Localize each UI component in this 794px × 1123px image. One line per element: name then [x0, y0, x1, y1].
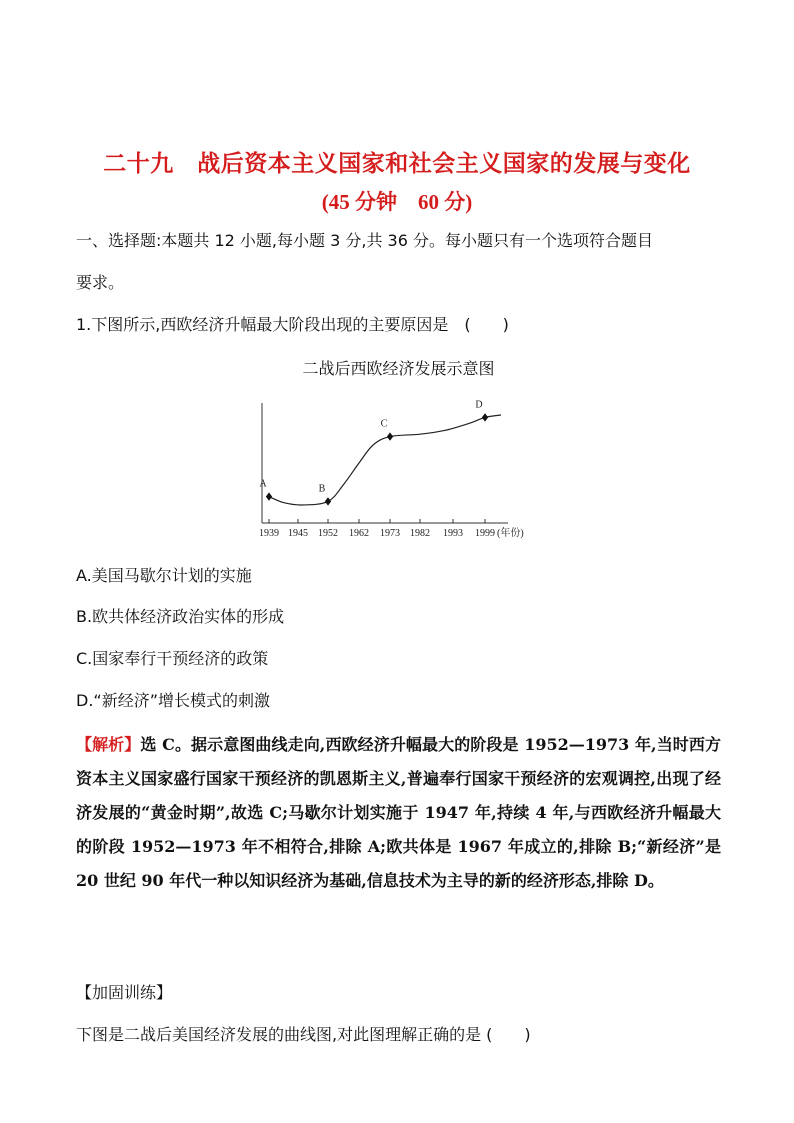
chart-title: 二战后西欧经济发展示意图 [302, 359, 495, 378]
point-label-b: B [318, 483, 326, 495]
point-marker-b [325, 497, 331, 505]
reinforce-question: 下图是二战后美国经济发展的曲线图,对此图理解正确的是 ( ) [76, 1025, 531, 1044]
x-tick-label: 1962 [349, 528, 369, 539]
x-tick-label: 1982 [410, 528, 430, 539]
question-1-stem: 1.下图所示,西欧经济升幅最大阶段出现的主要原因是 ( ) [76, 315, 509, 334]
x-tick-label: 1952 [318, 528, 338, 539]
x-tick-label: 1993 [443, 528, 463, 539]
economy-chart [250, 395, 550, 545]
page-subtitle: (45 分钟 60 分) [321, 190, 473, 214]
point-label-c: C [380, 418, 388, 430]
instructions-line-1: 一、选择题:本题共 12 小题,每小题 3 分,共 36 分。每小题只有一个选项符合题目 [76, 231, 653, 250]
analysis-tag: 【解析】 [76, 735, 141, 754]
point-label-d: D [475, 399, 483, 411]
option-b: B.欧共体经济政治实体的形成 [76, 607, 285, 626]
x-tick-label: 1945 [288, 528, 308, 539]
analysis-text: 选 C。据示意图曲线走向,西欧经济升幅最大的阶段是 1952—1973 年,当时西方资本主义国家盛行国家干预经济的凯恩斯主义,普遍奉行国家干预经济的宏观调控,出现了经济发展的“黄金时期”,故选 C;马歇尔计划实施于 1947 年,持续 4 年,与西欧经济升幅最大的阶段 1952—1973 年不相符合,排除 A;欧共体是 1967 年成立的,排除 B;“新经济”是 20 世纪 90 年代一种以知识经济为基础,信息技术为主导的新的经济形态,排除 D。 [76, 735, 721, 890]
point-marker-c [387, 432, 393, 440]
x-tick-label: 1973 [380, 528, 400, 539]
point-marker-d [482, 413, 488, 421]
option-a: A.美国马歇尔计划的实施 [76, 566, 252, 585]
reinforce-label: 【加固训练】 [76, 983, 173, 1002]
option-d: D.“新经济”增长模式的刺激 [76, 691, 270, 710]
analysis-block [76, 728, 721, 898]
option-c: C.国家奉行干预经济的政策 [76, 649, 269, 668]
instructions-line-2: 要求。 [76, 273, 125, 292]
page-title: 二十九 战后资本主义国家和社会主义国家的发展与变化 [103, 151, 691, 177]
x-tick-label: 1999 [475, 528, 495, 539]
x-tick-label: 1939 [259, 528, 279, 539]
x-axis-unit: (年份) [497, 528, 524, 539]
point-marker-a [266, 492, 272, 500]
point-label-a: A [259, 478, 267, 490]
